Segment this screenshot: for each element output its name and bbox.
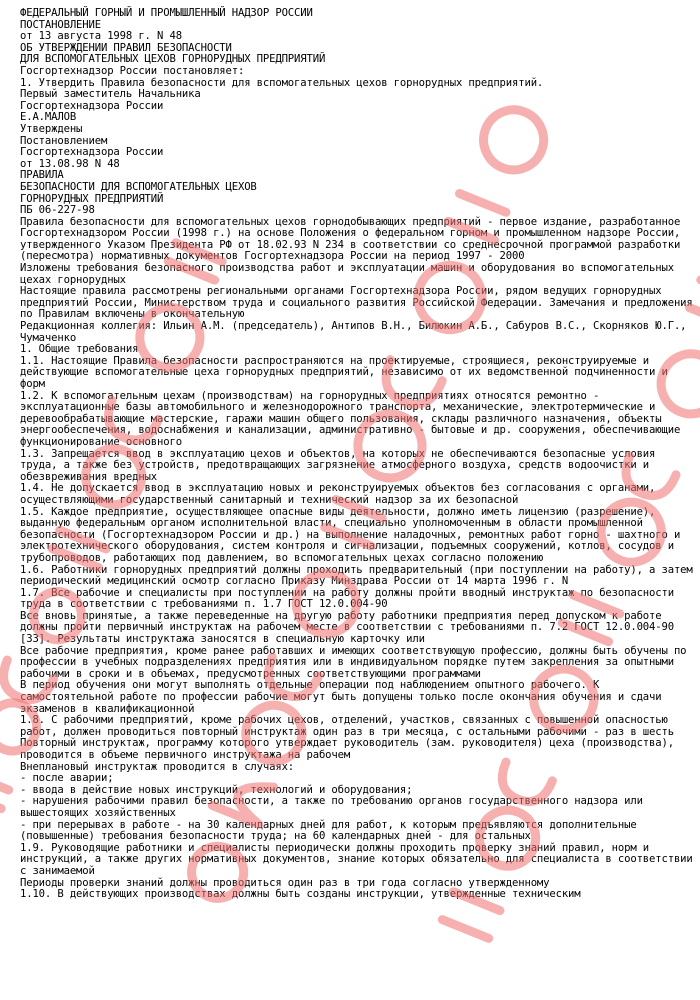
document-line: ПРАВИЛА <box>20 169 64 182</box>
document-line: Госгортехнадзора России <box>20 146 164 159</box>
document-line: ДЛЯ ВСПОМОГАТЕЛЬНЫХ ЦЕХОВ ГОРНОРУДНЫХ ПРЕДПРИЯТИЙ <box>20 53 326 66</box>
document-line: Правила безопасности для вспомогательных цехов горнодобывающих предприятий - первое издание, разработанное Госгортехнадзором России (1998 г.) на основе Положения о федеральном горном и промышленном надзоре России, утвержденного Указом Президента РФ от 18.02.93 N 234 в соответствии со среднесрочной программой разработки (пересмотра) нормативных документов Госгортехнадзора России на период 1997 - 2000 <box>20 215 687 263</box>
document-line: - ввода в действие новых инструкций, технологий и оборудования; <box>20 783 413 796</box>
document-line: В период обучения они могут выполнять отдельные операции под наблюдением опытного рабочего. К самостоятельной работе по профессии рабочие могут быть допущены только после окончания обучения и сдачи экзаменов в квалификационной <box>20 679 668 715</box>
document-line: от 13.08.98 N 48 <box>20 157 120 170</box>
document-line: Е.А.МАЛОВ <box>20 111 77 124</box>
document-line: Все рабочие предприятия, кроме ранее работавших и имеющих соответствующую профессию, должны быть обучены по профессии в учебных подразделениях предприятия или в индивидуальном порядке путем закрепления за опытными рабочими в сроки и в объемах, предусмотренных соответствующими программами <box>20 644 693 680</box>
document-line: 1.2. К вспомогательным цехам (производствам) на горнорудных предприятиях относятся ремонтно - эксплуатационные базы автомобильного и железнодорожного транспорта, механические, электротермические и деревообрабатывающие мастерские, гаражи машин общего пользования, склады различного назначения, объекты энергообеспечения, водоснабжения и канализации, административно - бытовые и др. сооружения, обеспечивающие функционирование основного <box>20 389 687 448</box>
document-line: 1. Утвердить Правила безопасности для вспомогательных цехов горнорудных предприятий. <box>20 76 544 89</box>
document-line: Повторный инструктаж, программу которого утверждает руководитель (зам. руководителя) цеха (производства), проводится в объеме первичного инструктажа на рабочем <box>20 737 681 761</box>
document-line: 1.5. Каждое предприятие, осуществляющее опасные виды деятельности, должно иметь лицензию (разрешение), выданную федеральным органом исполнительной власти, специально уполномоченным в области промышленной безопасности (Госгортехнадзором России и др.) на выполнение наладочных, ремонтных работ горно - шахтного и электротехнического оборудования, систем контроля и сигнализации, подъемных сооружений, котлов, сосудов и трубопроводов, работающих под давлением, во вспомогательных цехах согласно положению <box>20 505 687 564</box>
document-line: БЕЗОПАСНОСТИ ДЛЯ ВСПОМОГАТЕЛЬНЫХ ЦЕХОВ <box>20 180 257 193</box>
document-line: Редакционная коллегия: Ильин А.М. (председатель), Антипов В.Н., Билюкин А.Б., Сабуров В.С., Скорняков Ю.Г., Чумаченко <box>20 320 693 344</box>
document-line: 1.9. Руководящие работники и специалисты периодически должны проходить проверку знаний правил, норм и инструкций, а также других нормативных документов, знание которых обязательно для специалиста в соответствии с занимаемой <box>20 841 699 877</box>
document-body <box>20 7 699 901</box>
document-line: Изложены требования безопасного производства работ и эксплуатации машин и оборудования во вспомогательных цехах горнорудных <box>20 262 681 286</box>
document-line: 1. Общие требования <box>20 343 139 356</box>
document-line: Все вновь принятые, а также переведенные на другую работу работники предприятия перед допуском к работе должны пройти первичный инструктаж на рабочем месте в соответствии с требованиями п. 7.2 ГОСТ 12.0.004-90 [33]. Результаты инструктажа заносятся в специальную карточку или <box>20 609 681 646</box>
document-line: - после аварии; <box>20 772 114 785</box>
document-line: - при перерывах в работе - на 30 календарных дней для работ, к которым предъявляются дополнительные (повышенные) требования безопасности труда; на 60 календарных дней - для остальных <box>20 818 643 843</box>
document-line: ГОРНОРУДНЫХ ПРЕДПРИЯТИЙ <box>20 192 164 205</box>
document-line: 1.3. Запрещается ввод в эксплуатацию цехов и объектов, на которых не обеспечиваются безопасные условия труда, а также без устройств, предотвращающих загрязнение атмосферного воздуха, средств водоочистки и обезвреживания вредных <box>20 447 662 483</box>
document-line: Первый заместитель Начальника <box>20 88 201 101</box>
document-line: ОБ УТВЕРЖДЕНИИ ПРАВИЛ БЕЗОПАСНОСТИ <box>20 41 232 54</box>
document-line: Периоды проверки знаний должны проводиться один раз в три года согласно утвержденному <box>20 876 550 889</box>
document-line: от 13 августа 1998 г. N 48 <box>20 30 182 43</box>
document-line: Утверждены <box>20 122 83 135</box>
document-line: 1.8. С рабочими предприятий, кроме рабочих цехов, отделений, участков, связанных с повышенной опасностью работ, должен проводиться повторный инструктаж один раз в три месяца, с остальными рабочими - раз в шесть <box>20 714 674 738</box>
document-line: 1.7. Все рабочие и специалисты при поступлении на работу должны пройти вводный инструктаж по безопасности труда в соответствии с требованиями п. 1.7 ГОСТ 12.0.004-90 <box>20 586 681 611</box>
document-line: ПБ 06-227-98 <box>20 204 95 217</box>
document-line: Госгортехнадзора России <box>20 99 164 112</box>
document-line: Постановлением <box>20 134 108 147</box>
document-line: - нарушения рабочими правил безопасности, а также по требованию органов государственного надзора или вышестоящих хозяйственных <box>20 795 650 819</box>
document-line: 1.1. Настоящие Правила безопасности распространяются на проектируемые, строящиеся, реконструируемые и действующие вспомогательные цеха горнорудных предприятий, независимо от их ведомственной подчиненности и форм <box>20 354 674 390</box>
document-line: Госгортехнадзор России постановляет: <box>20 64 245 77</box>
document-line: 1.10. В действующих производствах должны быть созданы инструкции, утвержденные техническим <box>20 888 581 901</box>
document-line: 1.6. Работники горнорудных предприятий должны проходить предварительный (при поступлении на работу), а затем периодический медицинский осмотр согласно Приказу Минздрава России от 14 марта 1996 г. N <box>20 563 699 588</box>
document-line: Настоящие правила рассмотрены региональными органами Госгортехнадзора России, рядом ведущих горнорудных предприятий России, Министерством труда и социального развития Российской Федерации. Замечания и предложения по Правилам включены в окончательную <box>20 285 699 321</box>
document-line: ФЕДЕРАЛЬНЫЙ ГОРНЫЙ И ПРОМЫШЛЕННЫЙ НАДЗОР РОССИИ <box>20 7 313 19</box>
document-line: ПОСТАНОВЛЕНИЕ <box>20 18 101 31</box>
document-line: Внеплановый инструктаж проводится в случаях: <box>20 760 295 773</box>
document-line: 1.4. Не допускается ввод в эксплуатацию новых и реконструируемых объектов без согласования с органами, осуществляющими государственный санитарный и технический надзор за их безопасной <box>20 482 662 506</box>
